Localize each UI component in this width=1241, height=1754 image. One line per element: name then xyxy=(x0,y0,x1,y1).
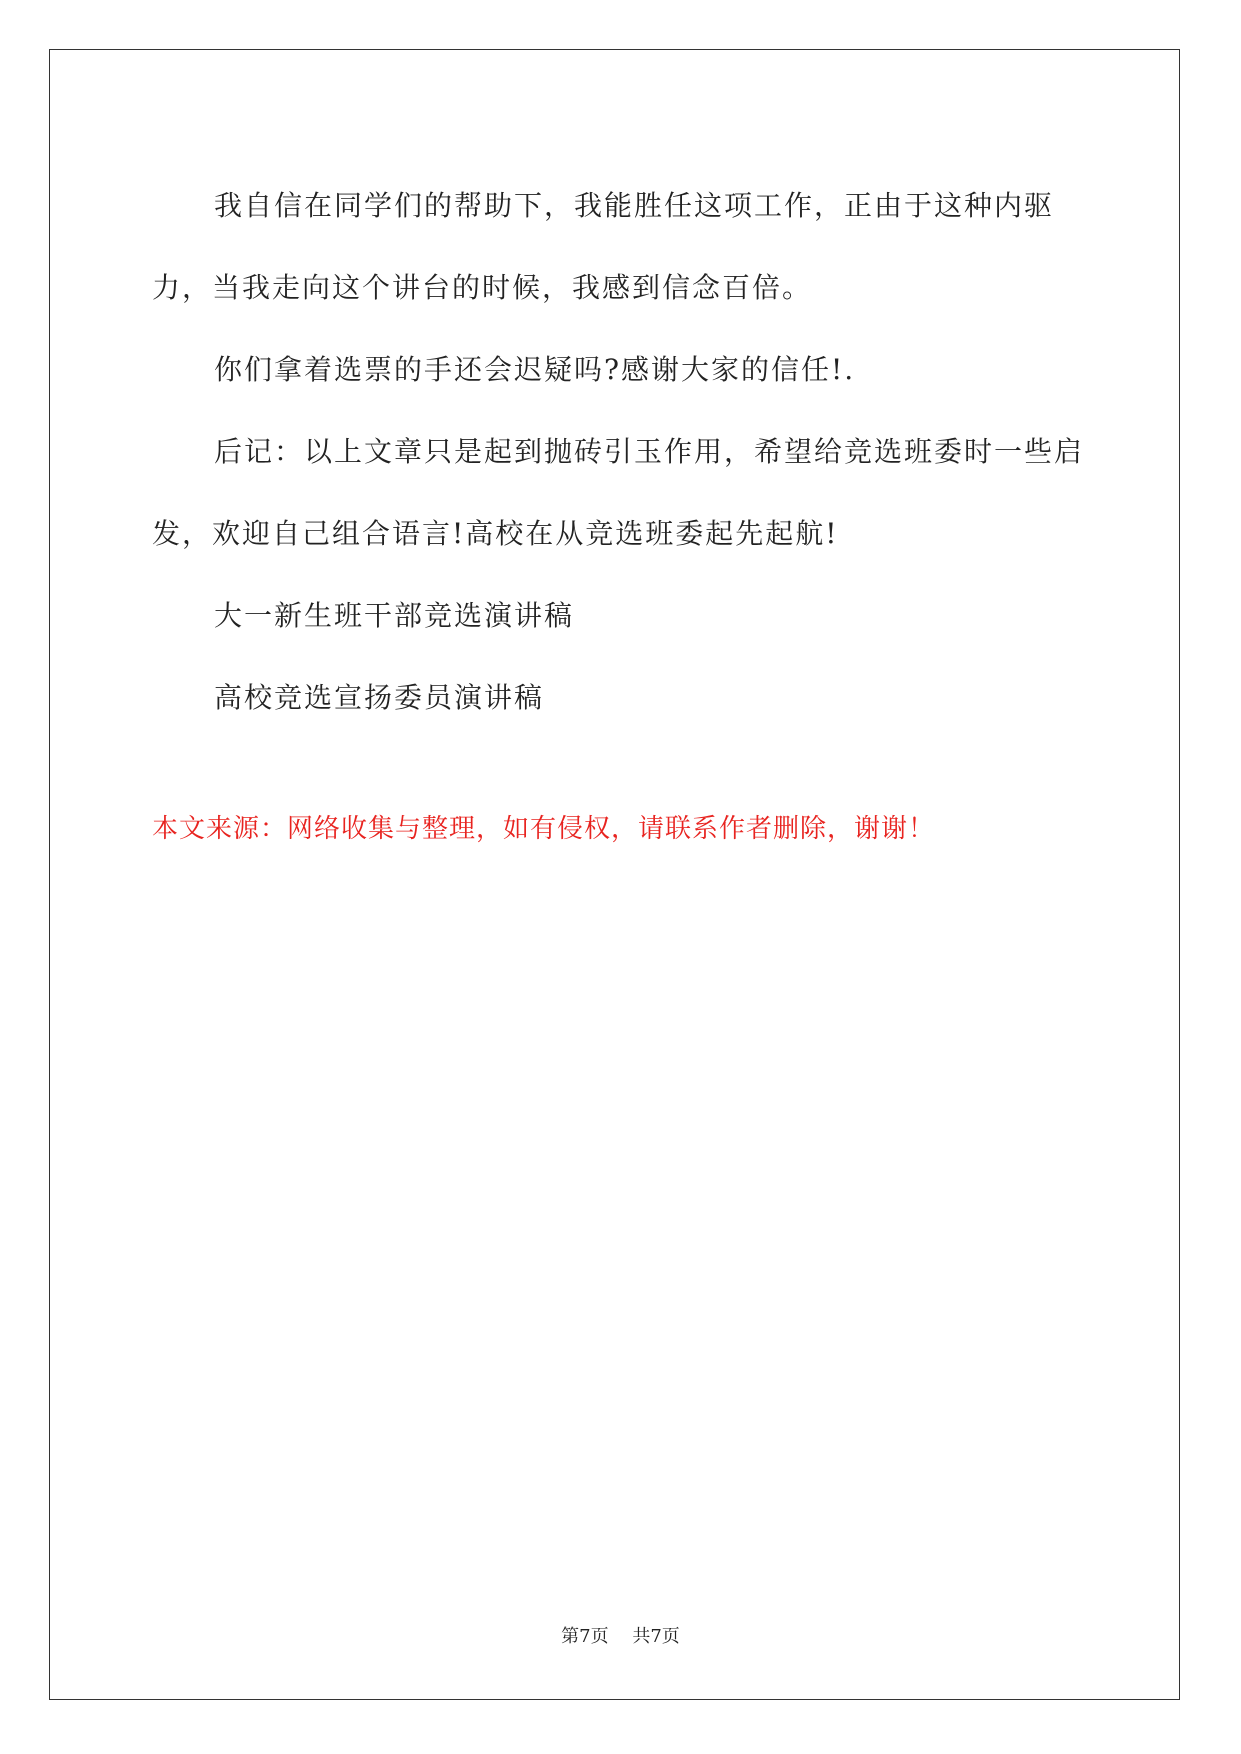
page-footer xyxy=(0,1622,1241,1648)
paragraph-thanks: 你们拿着选票的手还会迟疑吗?感谢大家的信任!. xyxy=(214,353,856,386)
page-number-current: 第7页 xyxy=(561,1626,609,1647)
document-body xyxy=(152,165,1087,739)
related-title-freshman: 大一新生班干部竞选演讲稿 xyxy=(214,599,575,632)
source-disclaimer: 本文来源：网络收集与整理，如有侵权，请联系作者删除，谢谢！ xyxy=(152,814,936,844)
related-title-publicity: 高校竞选宣扬委员演讲稿 xyxy=(214,681,545,714)
paragraph-confidence: 我自信在同学们的帮助下，我能胜任这项工作，正由于这种内驱力，当我走向这个讲台的时候，我感到信念百倍。 xyxy=(152,189,1055,304)
page-number-total: 共7页 xyxy=(632,1626,680,1647)
paragraph-postscript: 后记：以上文章只是起到抛砖引玉作用，希望给竞选班委时一些启发，欢迎自己组合语言!高校在从竞选班委起先起航! xyxy=(152,435,1085,550)
